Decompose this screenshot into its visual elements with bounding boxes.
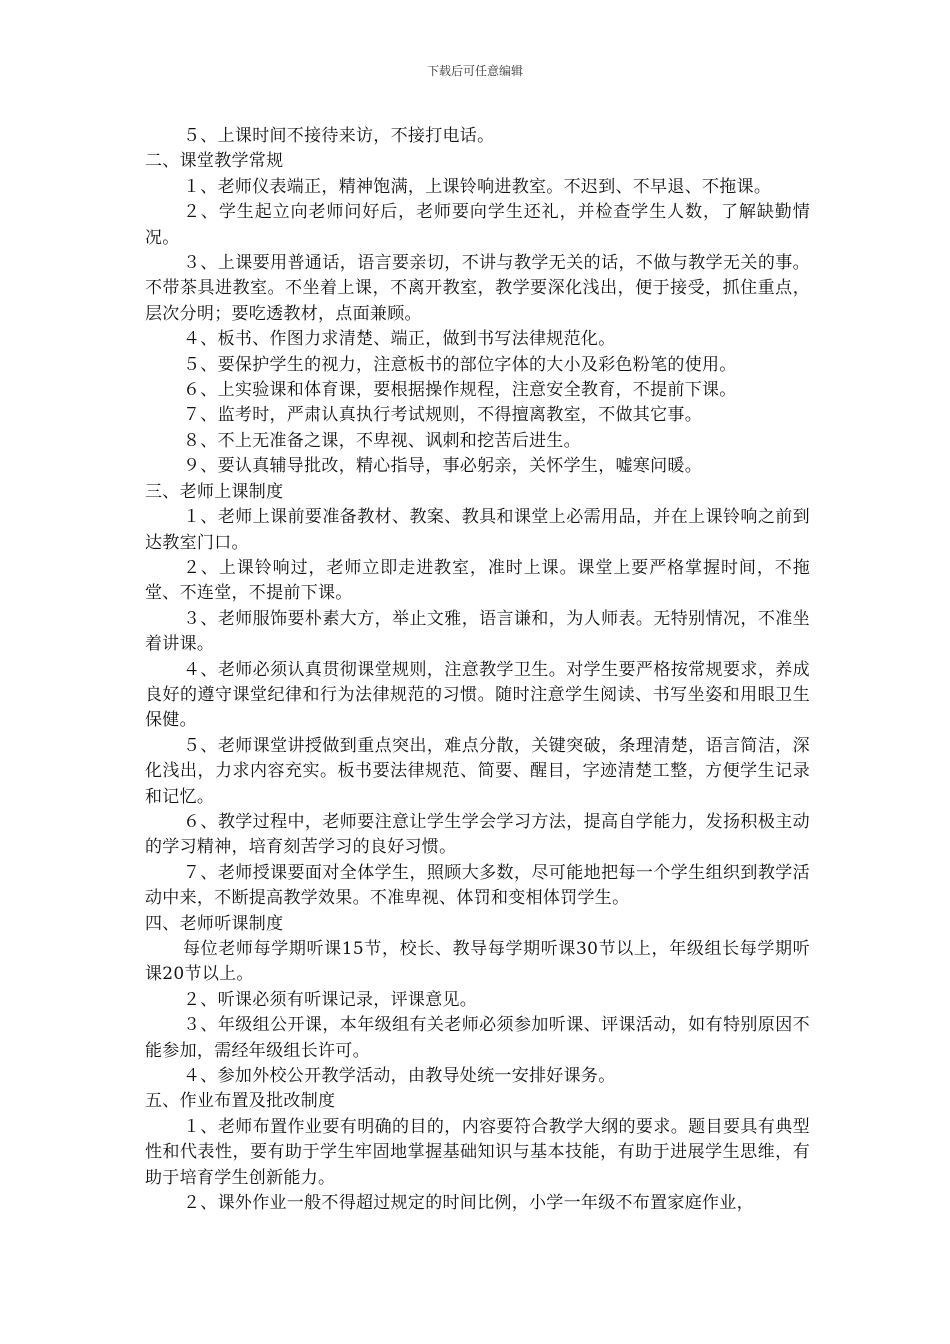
paragraph: ４、参加外校公开教学活动，由教导处统一安排好课务。 xyxy=(183,1066,616,1087)
paragraph: ４、板书、作图力求清楚、端正，做到书写法律规范化。 xyxy=(183,329,616,350)
paragraph: ３、上课要用普通话，语言要亲切，不讲与教学无关的话，不做与教学无关的事。不带茶具进教室。不坐着上课，不离开教室，教学要深化浅出，便于接受，抓住重点，层次分明；要吃透教材，点面兼顾。 xyxy=(145,253,810,324)
paragraph: ３、年级组公开课，本年级组有关老师必须参加听课、评课活动，如有特别原因不能参加，需经年级组长许可。 xyxy=(145,1015,810,1061)
paragraph: ２、上课铃响过，老师立即走进教室，准时上课。课堂上要严格掌握时间，不拖堂、不连堂，不提前下课。 xyxy=(145,557,810,604)
paragraph: ５、要保护学生的视力，注意板书的部位字体的大小及彩色粉笔的使用。 xyxy=(183,354,737,375)
paragraph: ８、不上无准备之课，不卑视、讽刺和挖苦后进生。 xyxy=(183,430,581,451)
section-heading: 二、课堂教学常规 xyxy=(145,151,284,172)
paragraph: ４、老师必须认真贯彻课堂规则，注意教学卫生。对学生要严格按常规要求，养成良好的遵守课堂纪律和行为法律规范的习惯。随时注意学生阅读、书写坐姿和用眼卫生保健。 xyxy=(145,659,810,731)
paragraph: ２、学生起立向老师问好后，老师要向学生还礼，并检查学生人数，了解缺勤情况。 xyxy=(145,202,810,248)
section-heading: 五、作业布置及批改制度 xyxy=(145,1091,336,1112)
paragraph: １、老师布置作业要有明确的目的，内容要符合教学大纲的要求。题目要具有典型性和代表性，要有助于学生牢固地掌握基础知识与基本技能，有助于进展学生思维，有助于培育学生创新能力。 xyxy=(145,1116,810,1188)
document-body xyxy=(145,124,810,1216)
paragraph: ２、听课必须有听课记录，评课意见。 xyxy=(183,989,478,1010)
paragraph: １、老师仪表端正，精神饱满，上课铃响进教室。不迟到、不早退、不拖课。 xyxy=(183,176,772,197)
paragraph: ５、老师课堂讲授做到重点突出，难点分散，关键突破，条理清楚，语言简洁，深化浅出，力求内容充实。板书要法律规范、简要、醒目，字迹清楚工整，方便学生记录和记忆。 xyxy=(145,735,810,807)
paragraph: １、老师上课前要准备教材、教案、教具和课堂上必需用品，并在上课铃响之前到达教室门口。 xyxy=(145,507,810,553)
paragraph: ６、上实验课和体育课，要根据操作规程，注意安全教育，不提前下课。 xyxy=(183,380,737,401)
page-header: 下载后可任意编辑 xyxy=(426,64,523,78)
paragraph: ３、老师服饰要朴素大方，举止文雅，语言谦和，为人师表。无特别情况，不准坐着讲课。 xyxy=(145,608,810,655)
paragraph: ６、教学过程中，老师要注意让学生学会学习方法，提高自学能力，发扬积极主动的学习精神，培育刻苦学习的良好习惯。 xyxy=(145,811,810,858)
paragraph: 每位老师每学期听课15节，校长、教导每学期听课30节以上，年级组长每学期听课20节以上。 xyxy=(145,939,810,985)
section-heading: 三、老师上课制度 xyxy=(145,481,284,502)
paragraph: ７、老师授课要面对全体学生，照顾大多数，尽可能地把每一个学生组织到教学活动中来，不断提高教学效果。不准卑视、体罚和变相体罚学生。 xyxy=(145,862,810,909)
paragraph: ７、监考时，严肃认真执行考试规则，不得擅离教室，不做其它事。 xyxy=(183,405,702,426)
paragraph: ２、课外作业一般不得超过规定的时间比例，小学一年级不布置家庭作业， xyxy=(183,1193,754,1214)
paragraph: ９、要认真辅导批改，精心指导，事必躬亲，关怀学生，嘘寒问暖。 xyxy=(183,456,702,477)
section-heading: 四、老师听课制度 xyxy=(145,913,284,934)
paragraph: ５、上课时间不接待来访，不接打电话。 xyxy=(183,126,495,146)
